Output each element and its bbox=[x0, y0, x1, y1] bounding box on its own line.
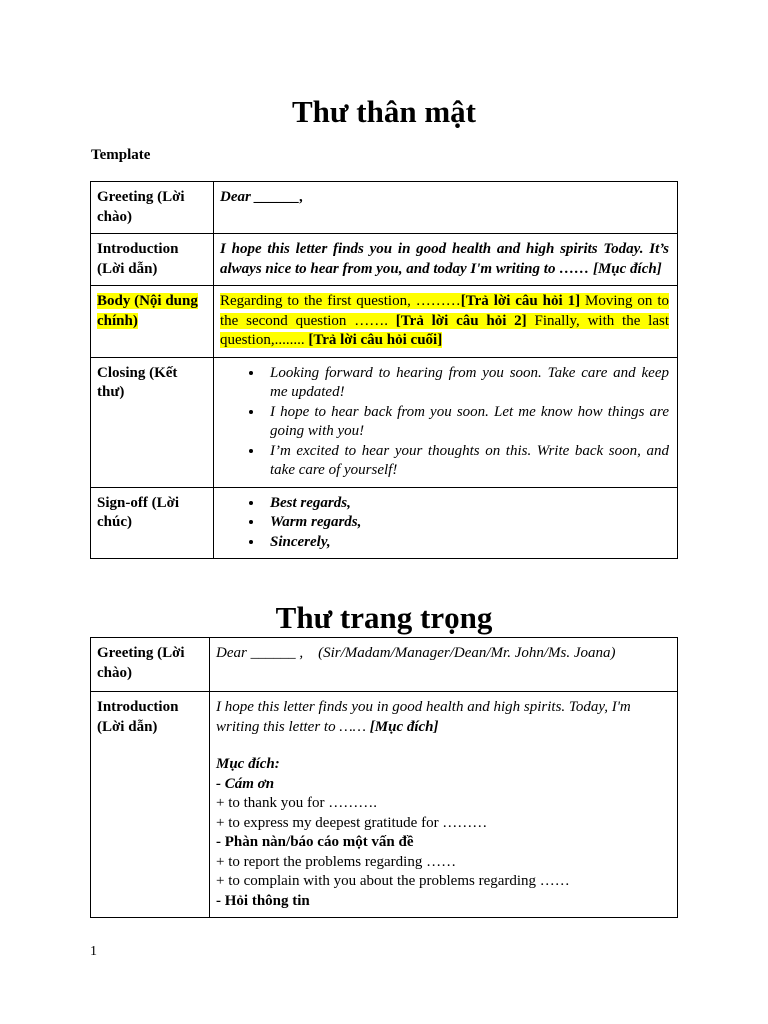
list-item: • Best regards, bbox=[264, 494, 669, 514]
introduction-purpose: [Mục đích] bbox=[369, 718, 439, 735]
introduction-text: I hope this letter finds you in good health and high spirits. Today, I'm writing this letter to …… bbox=[216, 699, 631, 735]
introduction-paragraph bbox=[216, 698, 669, 737]
introduction-purpose: [Mục đích] bbox=[592, 260, 662, 277]
table-row bbox=[91, 286, 678, 358]
body-label: Body (Nội dung chính) bbox=[97, 293, 198, 329]
paragraph-gap bbox=[216, 737, 669, 755]
body-answer-2: [Trả lời câu hỏi 2] bbox=[395, 312, 527, 329]
table-row bbox=[91, 357, 678, 487]
formal-letter-table bbox=[90, 637, 678, 918]
body-answer-1: [Trả lời câu hỏi 1] bbox=[460, 293, 581, 309]
table-row bbox=[91, 638, 678, 692]
complaint-heading: - Phàn nàn/báo cáo một vấn đề bbox=[216, 834, 414, 850]
table-row bbox=[91, 234, 678, 286]
greeting-text: Dear ______, bbox=[214, 182, 678, 234]
signoff-list bbox=[220, 494, 669, 553]
list-item: • Sincerely, bbox=[264, 533, 669, 553]
body-cell bbox=[214, 286, 678, 358]
thanks-heading: - Cám ơn bbox=[216, 775, 275, 792]
informal-letter-table bbox=[90, 181, 678, 559]
title-formal-letter: Thư trang trọng bbox=[275, 600, 493, 635]
introduction-label: Introduction (Lời dẫn) bbox=[91, 234, 214, 286]
introduction-label: Introduction (Lời dẫn) bbox=[91, 692, 210, 918]
page-number: 1 bbox=[90, 944, 97, 959]
closing-label: Closing (Kết thư) bbox=[91, 357, 214, 487]
info-heading: - Hỏi thông tin bbox=[216, 892, 310, 909]
list-item: • I’m excited to hear your thoughts on this. Write back soon, and take care of yourself! bbox=[264, 442, 669, 481]
signoff-cell bbox=[214, 487, 678, 559]
complaint-option-1: + to report the problems regarding …… bbox=[216, 853, 457, 870]
greeting-label: Greeting (Lời chào) bbox=[91, 638, 210, 692]
body-answer-last: [Trả lời câu hỏi cuối] bbox=[308, 332, 443, 348]
body-text-2: Moving on to the second question ……. bbox=[220, 293, 669, 329]
body-text-1: Regarding to the first question, ……… bbox=[220, 293, 461, 309]
list-item: • Warm regards, bbox=[264, 513, 669, 533]
closing-cell bbox=[214, 357, 678, 487]
list-item: • Looking forward to hearing from you soon. Take care and keep me updated! bbox=[264, 364, 669, 403]
body-text-3: Finally, with the last question,........ bbox=[220, 312, 669, 348]
introduction-cell bbox=[210, 692, 678, 918]
purpose-heading: Mục đích: bbox=[216, 756, 280, 772]
list-item: • I hope to hear back from you soon. Let me know how things are going with you! bbox=[264, 403, 669, 442]
table-row bbox=[91, 182, 678, 234]
thanks-option-1: + to thank you for ………. bbox=[216, 795, 377, 811]
thanks-option-2: + to express my deepest gratitude for ……… bbox=[216, 814, 488, 831]
body-label-cell bbox=[91, 286, 214, 358]
title-informal-letter: Thư thân mật bbox=[292, 94, 476, 129]
greeting-text: Dear ______ , (Sir/Madam/Manager/Dean/Mr. John/Ms. Joana) bbox=[210, 638, 678, 692]
introduction-text: I hope this letter finds you in good health and high spirits Today. It’s always nice to hear from you, and today I'm writing to …… bbox=[220, 241, 669, 277]
table-row bbox=[91, 692, 678, 918]
signoff-label: Sign-off (Lời chúc) bbox=[91, 487, 214, 559]
template-label: Template bbox=[91, 147, 151, 163]
closing-list bbox=[220, 364, 669, 481]
introduction-cell bbox=[214, 234, 678, 286]
table-row bbox=[91, 487, 678, 559]
greeting-label: Greeting (Lời chào) bbox=[91, 182, 214, 234]
complaint-option-2: + to complain with you about the problems regarding …… bbox=[216, 873, 570, 889]
